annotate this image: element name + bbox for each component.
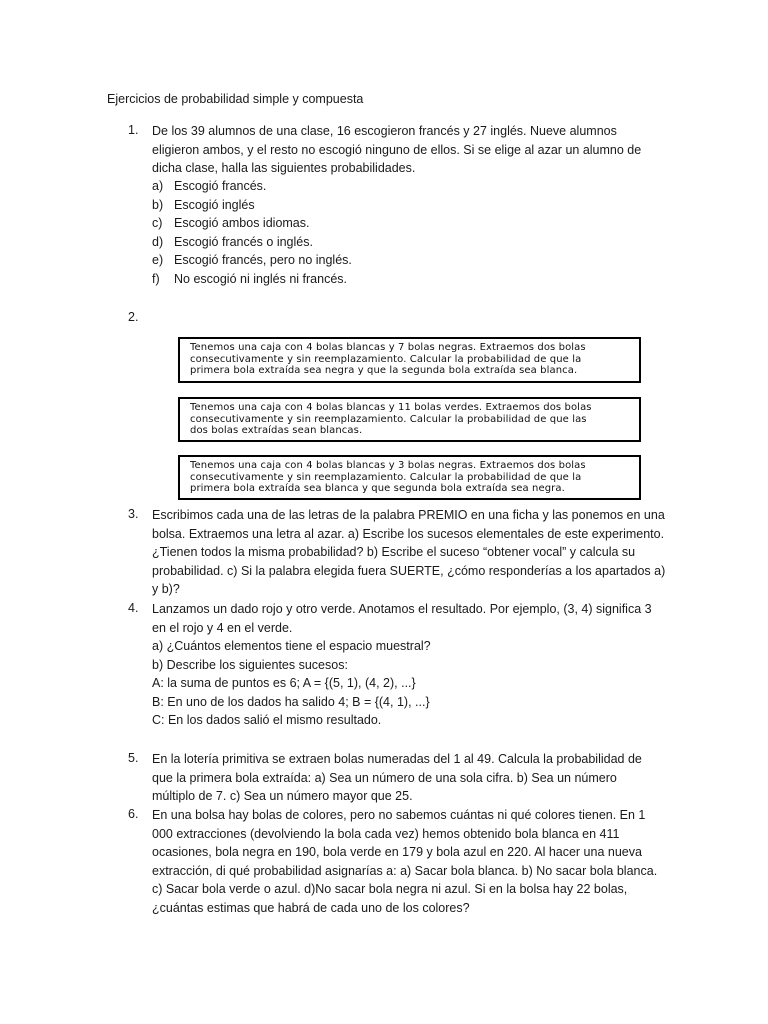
exercise-5-line: En la lotería primitiva se extraen bolas numeradas del 1 al 49. Calcula la probabilidad de	[152, 752, 642, 766]
exercise-1-subitems	[152, 177, 352, 289]
exercise-3-line: probabilidad. c) Si la palabra elegida fuera SUERTE, ¿cómo responderías a los apartados a)	[152, 563, 666, 578]
box-line: Tenemos una caja con 4 bolas blancas y 3 bolas negras. Extraemos dos bolas	[190, 460, 586, 471]
exercise-6-line: extracción, di qué probabilidad asignarías a: a) Sacar bola blanca. b) No sacar bola blanca.	[152, 863, 658, 878]
exercise-4-line: b) Describe los siguientes sucesos:	[152, 657, 348, 672]
exercise-2-box-3	[178, 455, 641, 500]
exercise-6-line: En una bolsa hay bolas de colores, pero no sabemos cuántas ni qué colores tienen. En 1	[152, 808, 646, 822]
box-line: consecutivamente y sin reemplazamiento. Calcular la probabilidad de que la	[190, 353, 582, 365]
exercise-4-line: Lanzamos un dado rojo y otro verde. Anotamos el resultado. Por ejemplo, (3, 4) significa 3	[152, 602, 652, 616]
item-text: Escogió francés.	[174, 179, 267, 193]
box-line: primera bola extraída sea blanca y que segunda bola extraída sea negra.	[190, 483, 565, 494]
item-letter: d)	[152, 234, 164, 249]
exercise-1-statement	[152, 122, 662, 178]
item-letter: f)	[152, 271, 160, 286]
box-line: consecutivamente y sin reemplazamiento. Calcular la probabilidad de que las	[190, 413, 587, 425]
exercise-3-line: ¿Tienen todos la misma probabilidad? b) Escribe el suceso “obtener vocal” y calcula su	[152, 545, 636, 559]
box-line: Tenemos una caja con 4 bolas blancas y 11 bolas verdes. Extraemos dos bolas	[190, 402, 592, 413]
list-item	[152, 233, 352, 252]
exercise-2-box-2	[178, 397, 641, 442]
exercise-4-line: A: la suma de puntos es 6; A = {(5, 1), (4, 2), ...}	[152, 676, 416, 690]
exercise-1-line: eligieron ambos, y el resto no escogió ninguno de ellos. Si se elige al azar un alumno de	[152, 142, 642, 157]
item-text: Escogió francés o inglés.	[174, 234, 313, 249]
exercise-1-line: dicha clase, halla las siguientes probabilidades.	[152, 161, 416, 175]
exercise-6-line: 000 extracciones (devolviendo la bola cada vez) hemos obtenido bola blanca en 411	[152, 826, 620, 841]
box-line: Tenemos una caja con 4 bolas blancas y 7 bolas negras. Extraemos dos bolas	[190, 342, 586, 353]
item-letter: e)	[152, 253, 164, 268]
exercise-3-number: 3.	[128, 507, 139, 521]
exercise-6-line: ¿cuántas estimas que habrá de cada uno de los colores?	[152, 900, 470, 915]
exercise-6-line: ocasiones, bola negra en 190, bola verde en 179 y bola azul en 220. Al hacer una nueva	[152, 845, 642, 859]
exercise-3-statement	[152, 506, 666, 599]
exercise-4-line: a) ¿Cuántos elementos tiene el espacio muestral?	[152, 639, 431, 653]
exercise-4-number: 4.	[128, 601, 139, 615]
exercise-4-statement	[152, 600, 662, 730]
exercise-3-line: y b)?	[152, 582, 180, 596]
item-text: No escogió ni inglés ni francés.	[174, 271, 348, 286]
item-text: Escogió ambos idiomas.	[174, 216, 310, 231]
exercise-2-number: 2.	[128, 310, 139, 324]
item-letter: b)	[152, 197, 164, 212]
exercise-4-line: C: En los dados salió el mismo resultado.	[152, 713, 382, 727]
exercise-1-number: 1.	[128, 123, 139, 137]
exercise-5-number: 5.	[128, 751, 139, 765]
list-item	[152, 270, 352, 289]
exercise-4-line: en el rojo y 4 en el verde.	[152, 620, 293, 635]
box-line: consecutivamente y sin reemplazamiento. Calcular la probabilidad de que la	[190, 471, 582, 483]
list-item	[152, 177, 352, 196]
exercise-3-line: bolsa. Extraemos una letra al azar. a) Escribe los sucesos elementales de este experimento.	[152, 526, 665, 541]
document-title: Ejercicios de probabilidad simple y compuesta	[107, 92, 364, 106]
item-letter: a)	[152, 179, 164, 193]
exercise-5-line: múltiplo de 7. c) Sea un número mayor que 25.	[152, 789, 413, 803]
list-item	[152, 196, 352, 215]
exercise-2-box-1	[178, 337, 641, 383]
box-line: dos bolas extraídas sean blancas.	[190, 425, 363, 436]
exercise-1-line: De los 39 alumnos de una clase, 16 escogieron francés y 27 inglés. Nueve alumnos	[152, 124, 617, 138]
exercise-3-line: Escribimos cada una de las letras de la palabra PREMIO en una ficha y las ponemos en una	[152, 508, 665, 522]
list-item	[152, 214, 352, 233]
exercise-6-number: 6.	[128, 807, 139, 821]
list-item	[152, 251, 352, 270]
exercise-5-statement	[152, 750, 662, 806]
item-text: Escogió inglés	[174, 197, 255, 212]
exercise-6-statement	[152, 806, 662, 917]
box-line: primera bola extraída sea negra y que la segunda bola extraída sea blanca.	[190, 365, 578, 376]
exercise-6-line: c) Sacar bola verde o azul. d)No sacar bola negra ni azul. Si en la bolsa hay 22 bolas,	[152, 882, 628, 896]
item-text: Escogió francés, pero no inglés.	[174, 253, 352, 268]
exercise-4-line: B: En uno de los dados ha salido 4; B = {(4, 1), ...}	[152, 694, 430, 709]
item-letter: c)	[152, 216, 163, 231]
exercise-5-line: que la primera bola extraída: a) Sea un número de una sola cifra. b) Sea un número	[152, 770, 617, 785]
